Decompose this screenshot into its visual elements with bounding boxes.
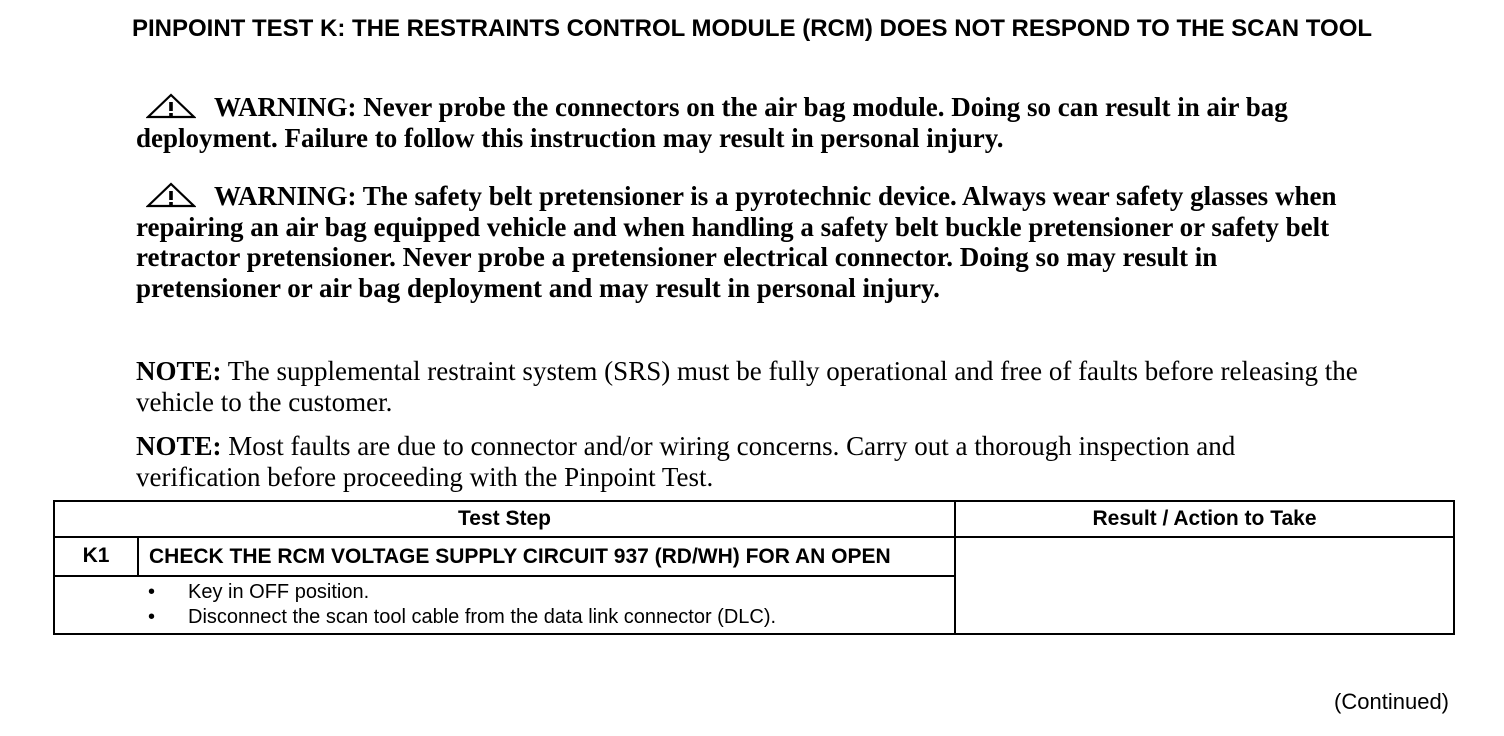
warning-triangle-icon bbox=[146, 93, 196, 119]
step-actions bbox=[138, 576, 955, 634]
step-id: K1 bbox=[54, 537, 138, 576]
note-text: The supplemental restraint system (SRS) must be fully operational and free of faults before releasing the vehicle to the customer. bbox=[136, 356, 1358, 417]
step-heading: CHECK THE RCM VOLTAGE SUPPLY CIRCUIT 937 (RD/WH) FOR AN OPEN bbox=[138, 537, 955, 576]
header-test-step: Test Step bbox=[54, 501, 955, 537]
page-title: PINPOINT TEST K: THE RESTRAINTS CONTROL MODULE (RCM) DOES NOT RESPOND TO THE SCAN TOOL bbox=[131, 15, 1373, 42]
list-item: • Key in OFF position. bbox=[148, 580, 954, 605]
warning-block-1 bbox=[136, 92, 1366, 153]
warning-label: WARNING: bbox=[214, 181, 357, 211]
note-text: Most faults are due to connector and/or wiring concerns. Carry out a thorough inspection and verification before proceeding with the Pinpoint Test. bbox=[136, 431, 1236, 492]
header-result: Result / Action to Take bbox=[955, 501, 1454, 537]
list-item: • Disconnect the scan tool cable from the data link connector (DLC). bbox=[148, 605, 954, 630]
note-label: NOTE: bbox=[136, 431, 222, 461]
step-id-spacer bbox=[54, 576, 138, 634]
step-bullet-list bbox=[138, 580, 954, 630]
pinpoint-test-table bbox=[53, 500, 1455, 635]
warning-text: Never probe the connectors on the air bag module. Doing so can result in air bag deployment. Failure to follow this instruction may result in personal injury. bbox=[136, 92, 1288, 153]
warning-triangle-icon bbox=[146, 182, 196, 208]
warning-block-2 bbox=[136, 181, 1366, 303]
continued-label: (Continued) bbox=[1334, 689, 1449, 714]
step-heading-row bbox=[54, 537, 1454, 576]
step-result-cell bbox=[955, 537, 1454, 634]
note-block-2 bbox=[136, 431, 1366, 493]
warning-label: WARNING: bbox=[214, 92, 357, 122]
warning-text: The safety belt pretensioner is a pyrotechnic device. Always wear safety glasses when repairing an air bag equipped vehicle and when handling a safety belt buckle pretensioner or safety belt retractor pretensioner. Never probe a pretensioner electrical connector. Doing so may result in pretensioner or air bag deployment and may result in personal injury. bbox=[136, 181, 1337, 303]
note-label: NOTE: bbox=[136, 356, 222, 386]
table-header-row bbox=[54, 501, 1454, 537]
note-block-1 bbox=[136, 356, 1366, 418]
